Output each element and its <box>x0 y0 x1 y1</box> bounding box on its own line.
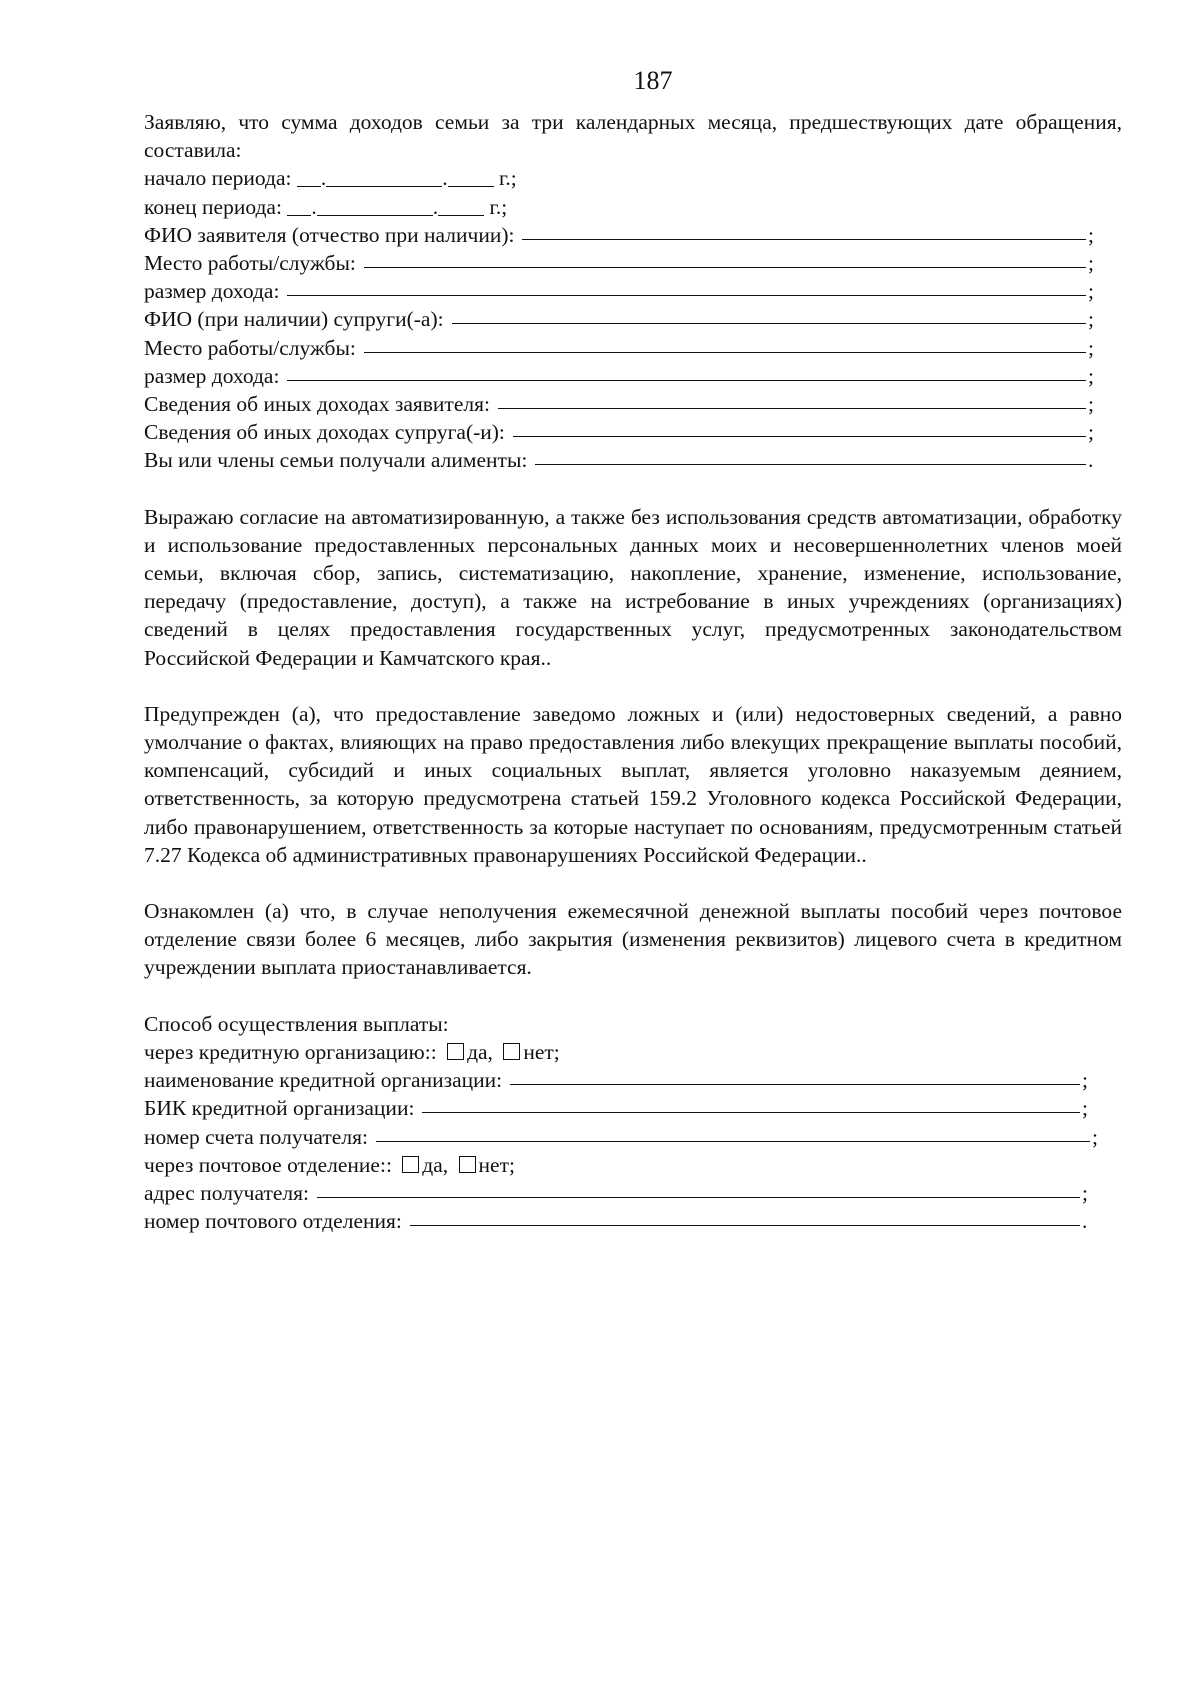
field-end-mark: ; <box>1088 363 1094 388</box>
period-end-dot-1: . <box>311 194 317 219</box>
bank-option-label: через кредитную организацию:: <box>144 1039 437 1064</box>
account-number-row <box>144 1123 1106 1151</box>
period-end-label: конец периода: <box>144 194 282 219</box>
spouse-workplace-field[interactable] <box>364 332 1086 353</box>
alimony-label: Вы или члены семьи получали алименты: <box>144 448 528 473</box>
post-option-label: через почтовое отделение:: <box>144 1152 392 1177</box>
applicant-other-income-row <box>144 390 1102 418</box>
period-start-day-field[interactable] <box>297 166 321 187</box>
spouse-other-income-field[interactable] <box>513 416 1086 437</box>
bank-no-checkbox[interactable] <box>503 1043 520 1060</box>
period-start-year-suffix: г.; <box>498 166 517 191</box>
period-start-dot-1: . <box>320 166 327 191</box>
period-end-month-field[interactable] <box>317 195 433 216</box>
field-end-mark: ; <box>1088 222 1094 247</box>
applicant-workplace-field[interactable] <box>364 247 1086 268</box>
post-no-label: нет; <box>478 1152 515 1177</box>
spouse-workplace-row <box>144 334 1102 362</box>
period-start-row <box>144 164 1122 192</box>
account-number-field[interactable] <box>376 1121 1090 1142</box>
period-end-year-suffix: г.; <box>489 194 508 219</box>
spouse-workplace-label: Место работы/службы: <box>144 335 356 360</box>
period-end-row <box>144 193 1122 221</box>
bank-yes-checkbox[interactable] <box>447 1043 464 1060</box>
post-yes-checkbox[interactable] <box>402 1156 419 1173</box>
bank-bik-row <box>144 1094 1096 1122</box>
page-number: 187 <box>633 66 673 95</box>
period-start-dot-2: . <box>442 166 448 191</box>
warning-paragraph: Предупрежден (а), что предоставление заведомо ложных и (или) недостоверных сведений, а равно умолчание о фактах, влияющих на право предоставления либо влекущих прекращение выплаты пособий, компенсаций, субсидий и иных социальных выплат, является уголовно наказуемым деянием, ответственность, за которую предусмотрена статьей 159.2 Уголовного кодекса Российской Федерации, либо правонарушением, ответственность за которые наступает по основаниям, предусмотренным статьей 7.27 Кодекса об административных правонарушениях Российской Федерации.. <box>144 701 1122 867</box>
notice-paragraph: Ознакомлен (а) что, в случае неполучения ежемесячной денежной выплаты пособий через почтовое отделение связи более 6 месяцев, либо закрытия (изменения реквизитов) лицевого счета в кредитном учреждении выплата приостанавливается. <box>144 899 1122 980</box>
recipient-address-label: адрес получателя: <box>144 1180 310 1205</box>
recipient-address-field[interactable] <box>317 1177 1080 1198</box>
spouse-name-field[interactable] <box>452 303 1086 324</box>
alimony-field[interactable] <box>535 444 1086 465</box>
bank-option-row <box>144 1038 1122 1066</box>
applicant-income-row <box>144 277 1102 305</box>
spouse-other-income-row <box>144 418 1102 446</box>
account-number-label: номер счета получателя: <box>144 1124 368 1149</box>
spouse-name-row <box>144 305 1102 333</box>
period-end-dot-2: . <box>432 194 439 219</box>
applicant-workplace-label: Место работы/службы: <box>144 251 356 276</box>
post-office-number-label: номер почтового отделения: <box>144 1209 402 1234</box>
consent-paragraph: Выражаю согласие на автоматизированную, а также без использования средств автоматизации, обработку и использование предоставленных персональных данных моих и несовершеннолетних членов моей семьи, включая сбор, запись, систематизацию, накопление, хранение, изменение, использование, передачу (предоставление, доступ), а также на истребование в иных учреждениях (организациях) сведений в целях предоставления государственных услуг, предусмотренных законодательством Российской Федерации и Камчатского края.. <box>144 504 1122 670</box>
period-end-year-field[interactable] <box>438 195 484 216</box>
period-start-year-field[interactable] <box>448 166 494 187</box>
document-page <box>144 66 1122 1235</box>
post-office-number-row <box>144 1207 1096 1235</box>
field-end-mark: ; <box>1088 335 1094 360</box>
payment-title: Способ осуществления выплаты: <box>144 1011 449 1036</box>
applicant-name-row <box>144 221 1102 249</box>
field-end-mark: ; <box>1082 1096 1088 1121</box>
field-end-mark: ; <box>1082 1180 1088 1205</box>
spouse-income-row <box>144 362 1102 390</box>
post-option-row <box>144 1151 1122 1179</box>
field-end-mark: ; <box>1088 307 1094 332</box>
spouse-income-field[interactable] <box>287 360 1086 381</box>
period-start-month-field[interactable] <box>326 166 442 187</box>
applicant-income-field[interactable] <box>287 275 1086 296</box>
field-end-mark: ; <box>1088 251 1094 276</box>
period-end-day-field[interactable] <box>287 195 311 216</box>
bank-name-label: наименование кредитной организации: <box>144 1068 503 1093</box>
spouse-income-label: размер дохода: <box>144 363 280 388</box>
field-end-mark: ; <box>1092 1124 1098 1149</box>
field-end-mark: ; <box>1088 420 1094 445</box>
field-end-mark: . <box>1088 448 1094 473</box>
post-office-number-field[interactable] <box>410 1205 1080 1226</box>
bank-name-row <box>144 1066 1096 1094</box>
period-start-label: начало периода: <box>144 166 292 191</box>
bank-bik-label: БИК кредитной организации: <box>144 1096 415 1121</box>
spouse-name-label: ФИО (при наличии) супруги(-а): <box>144 307 444 332</box>
alimony-row <box>144 446 1102 474</box>
applicant-workplace-row <box>144 249 1102 277</box>
post-no-checkbox[interactable] <box>459 1156 476 1173</box>
field-end-mark: ; <box>1088 392 1094 417</box>
applicant-name-field[interactable] <box>522 219 1086 240</box>
spouse-other-income-label: Сведения об иных доходах супруга(-и): <box>144 420 505 445</box>
field-end-mark: . <box>1082 1209 1088 1234</box>
bank-bik-field[interactable] <box>422 1092 1080 1113</box>
bank-yes-label: да, <box>467 1039 493 1064</box>
field-end-mark: ; <box>1082 1068 1088 1093</box>
applicant-other-income-label: Сведения об иных доходах заявителя: <box>144 392 490 417</box>
bank-name-field[interactable] <box>510 1064 1080 1085</box>
bank-no-label: нет; <box>523 1039 560 1064</box>
applicant-name-label: ФИО заявителя (отчество при наличии): <box>144 222 515 247</box>
applicant-other-income-field[interactable] <box>498 388 1086 409</box>
income-intro: Заявляю, что сумма доходов семьи за три календарных месяца, предшествующих дате обращения, составила: <box>144 110 1122 163</box>
post-yes-label: да, <box>422 1152 449 1177</box>
recipient-address-row <box>144 1179 1096 1207</box>
field-end-mark: ; <box>1088 279 1094 304</box>
applicant-income-label: размер дохода: <box>144 279 280 304</box>
